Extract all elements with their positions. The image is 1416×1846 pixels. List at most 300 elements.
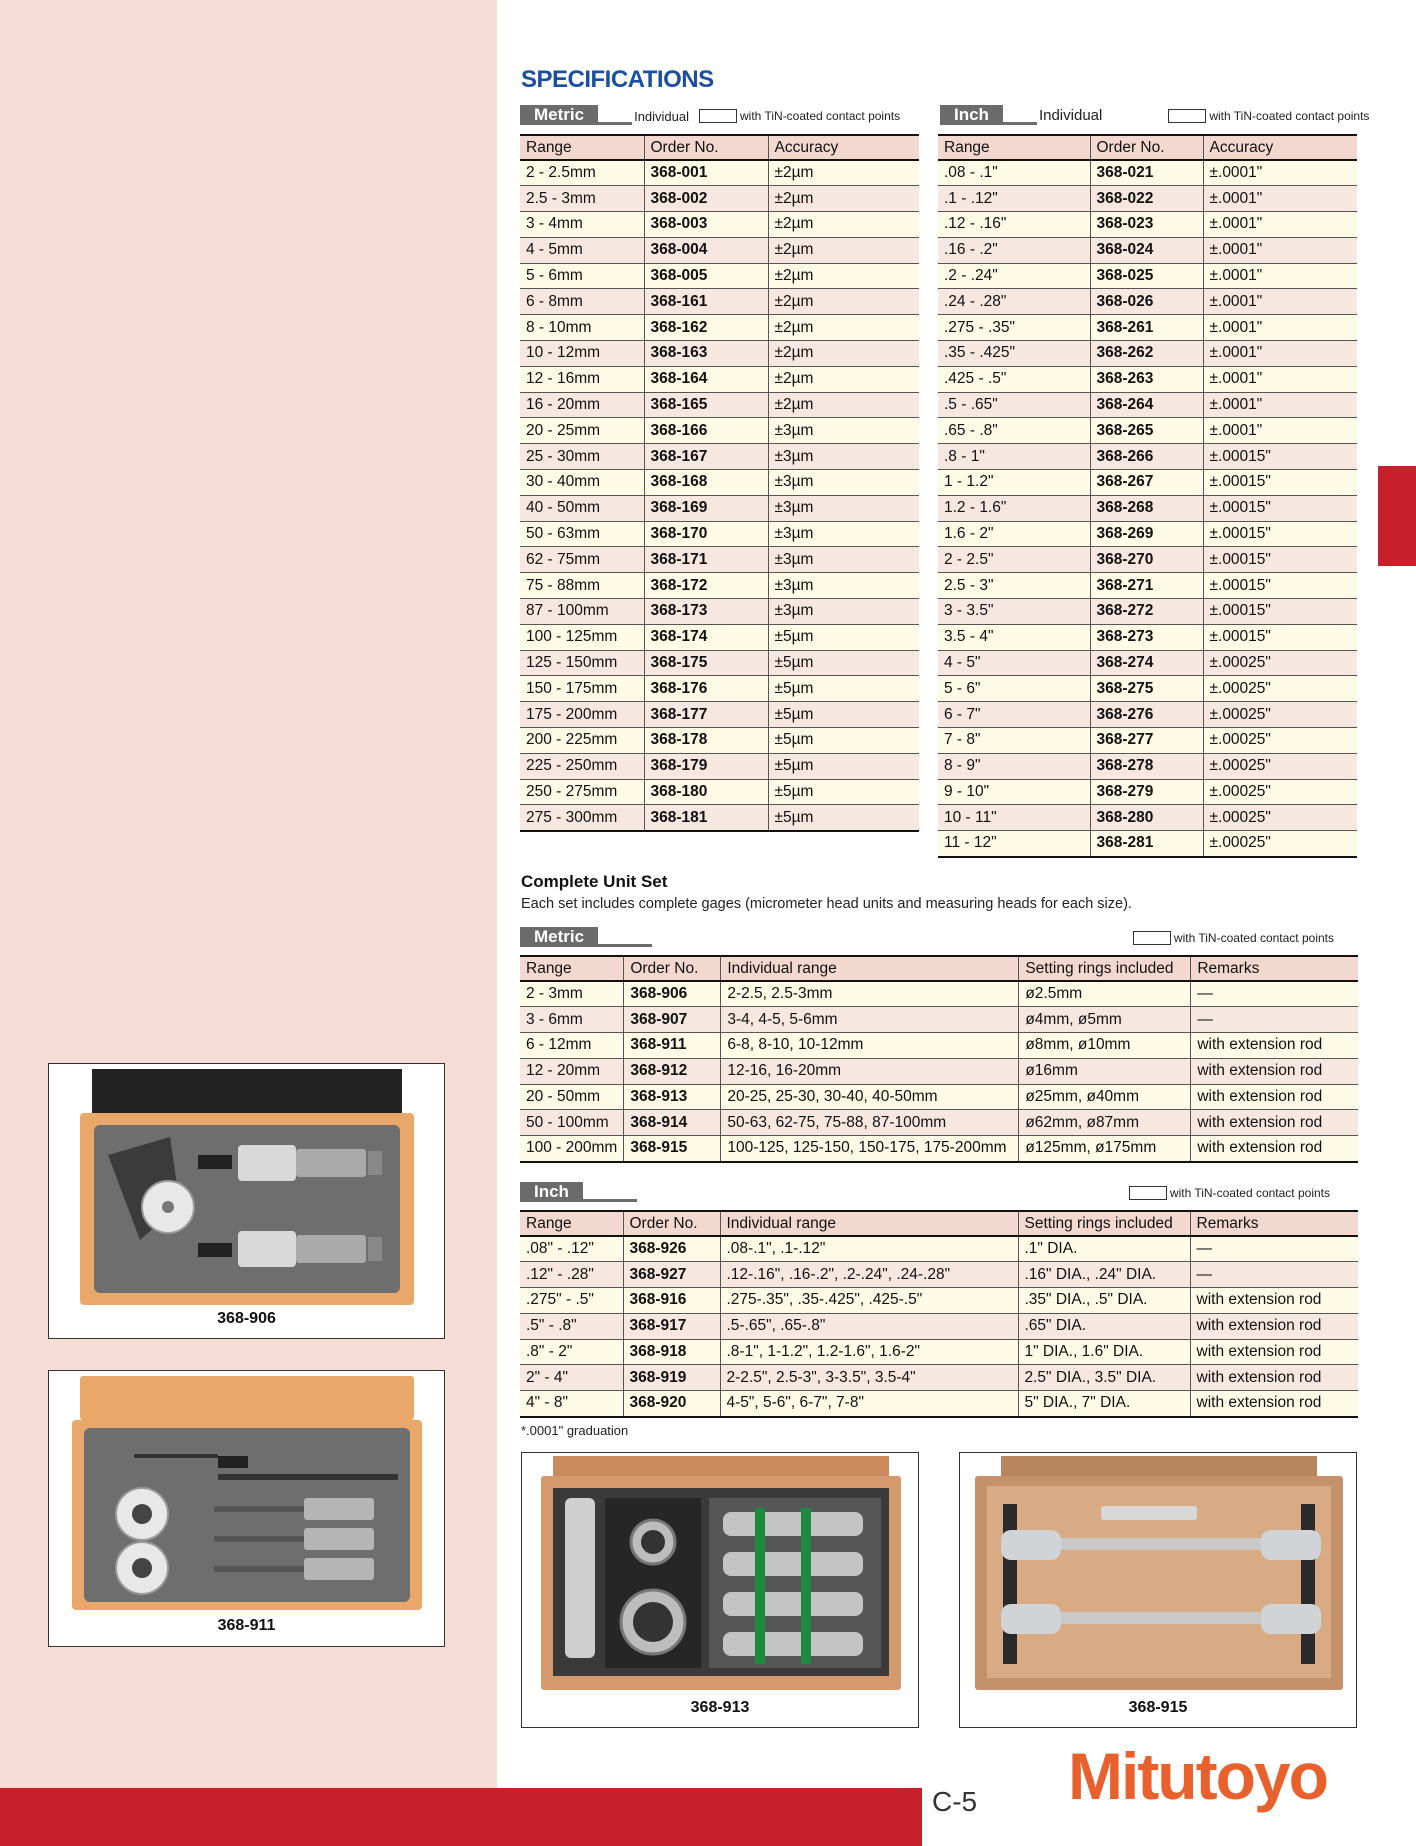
table-cell: 1 - 1.2" xyxy=(938,470,1090,496)
column-header: Range xyxy=(938,135,1090,160)
table-row xyxy=(938,753,1357,779)
table-cell: — xyxy=(1190,1262,1358,1288)
table-cell: .8" - 2" xyxy=(520,1339,623,1365)
table-cell: 3 - 6mm xyxy=(520,1007,624,1033)
table-row xyxy=(938,573,1357,599)
order-number-cell: 368-274 xyxy=(1090,650,1203,676)
table-cell: ±.00025" xyxy=(1203,753,1357,779)
table-cell: with extension rod xyxy=(1190,1365,1358,1391)
table-cell: 5 - 6" xyxy=(938,676,1090,702)
table-cell: ±.00015" xyxy=(1203,521,1357,547)
order-number-cell: 368-263 xyxy=(1090,366,1203,392)
table-row xyxy=(938,702,1357,728)
order-number-cell: 368-927 xyxy=(623,1262,720,1288)
table-cell: ±.00015" xyxy=(1203,495,1357,521)
order-number-cell: 368-164 xyxy=(644,366,768,392)
table-cell: 2 - 3mm xyxy=(520,981,624,1007)
table-row xyxy=(520,1084,1358,1110)
table-cell: 3 - 3.5" xyxy=(938,599,1090,625)
table-cell: 1" DIA., 1.6" DIA. xyxy=(1018,1339,1190,1365)
table-row xyxy=(520,599,919,625)
table-cell: .5" - .8" xyxy=(520,1313,623,1339)
order-number-cell: 368-180 xyxy=(644,779,768,805)
table-cell: .275 - .35" xyxy=(938,315,1090,341)
order-number-cell: 368-916 xyxy=(623,1288,720,1314)
table-cell: — xyxy=(1191,981,1358,1007)
table-cell: ±.00025" xyxy=(1203,676,1357,702)
table-cell: .8-1", 1-1.2", 1.2-1.6", 1.6-2" xyxy=(720,1339,1018,1365)
order-number-cell: 368-261 xyxy=(1090,315,1203,341)
table-cell: ±.0001" xyxy=(1203,289,1357,315)
table-row xyxy=(520,573,919,599)
table-cell: ±2µm xyxy=(768,341,919,367)
table-cell: .1 - .12" xyxy=(938,186,1090,212)
table-cell: ±3µm xyxy=(768,470,919,496)
order-number-cell: 368-004 xyxy=(644,237,768,263)
order-number-cell: 368-168 xyxy=(644,470,768,496)
order-number-cell: 368-165 xyxy=(644,392,768,418)
table-row xyxy=(520,263,919,289)
table-row xyxy=(938,418,1357,444)
table-cell: ±2µm xyxy=(768,289,919,315)
table-cell: 3 - 4mm xyxy=(520,212,644,238)
header-rule xyxy=(598,944,652,947)
table-cell: 20-25, 25-30, 30-40, 40-50mm xyxy=(721,1084,1019,1110)
table-row xyxy=(520,805,919,831)
table-cell: 3.5 - 4" xyxy=(938,624,1090,650)
table-cell: with extension rod xyxy=(1190,1391,1358,1417)
table-row xyxy=(938,650,1357,676)
order-number-cell: 368-025 xyxy=(1090,263,1203,289)
header-rule xyxy=(583,1199,637,1202)
table-cell: 125 - 150mm xyxy=(520,650,644,676)
order-number-cell: 368-176 xyxy=(644,676,768,702)
table-cell: .65 - .8" xyxy=(938,418,1090,444)
table-cell: 250 - 275mm xyxy=(520,779,644,805)
table-cell: ±.00025" xyxy=(1203,779,1357,805)
table-cell: ±.00015" xyxy=(1203,599,1357,625)
order-number-cell: 368-175 xyxy=(644,650,768,676)
table-cell: .16 - .2" xyxy=(938,237,1090,263)
tin-legend-text: with TiN-coated contact points xyxy=(1173,931,1334,945)
table-cell: .1" DIA. xyxy=(1018,1236,1190,1262)
table-row xyxy=(938,676,1357,702)
table-cell: 2.5" DIA., 3.5" DIA. xyxy=(1018,1365,1190,1391)
table-cell: ±3µm xyxy=(768,573,919,599)
order-number-cell: 368-005 xyxy=(644,263,768,289)
table-cell: ±.0001" xyxy=(1203,263,1357,289)
table-cell: 2 - 2.5mm xyxy=(520,160,644,186)
column-header: Setting rings included xyxy=(1018,1211,1190,1236)
table-cell: 200 - 225mm xyxy=(520,728,644,754)
metric-section-header xyxy=(520,103,900,125)
table-row xyxy=(938,805,1357,831)
order-number-cell: 368-275 xyxy=(1090,676,1203,702)
order-number-cell: 368-278 xyxy=(1090,753,1203,779)
table-cell: .275" - .5" xyxy=(520,1288,623,1314)
table-cell: ±5µm xyxy=(768,676,919,702)
order-number-cell: 368-163 xyxy=(644,341,768,367)
metric-spec-table xyxy=(520,134,919,832)
header-rule xyxy=(1003,122,1037,125)
table-row xyxy=(520,981,1358,1007)
table-row xyxy=(520,1365,1358,1391)
photo-caption: 368-906 xyxy=(217,1310,276,1327)
table-cell: with extension rod xyxy=(1190,1313,1358,1339)
table-cell: 62 - 75mm xyxy=(520,547,644,573)
order-number-cell: 368-181 xyxy=(644,805,768,831)
table-row xyxy=(938,599,1357,625)
order-number-cell: 368-264 xyxy=(1090,392,1203,418)
table-row xyxy=(520,676,919,702)
table-cell: 1.2 - 1.6" xyxy=(938,495,1090,521)
order-number-cell: 368-913 xyxy=(624,1084,721,1110)
table-cell: — xyxy=(1190,1236,1358,1262)
complete-set-title: Complete Unit Set xyxy=(521,872,668,891)
order-number-cell: 368-162 xyxy=(644,315,768,341)
table-cell: ±3µm xyxy=(768,547,919,573)
table-row xyxy=(520,392,919,418)
table-cell: .65" DIA. xyxy=(1018,1313,1190,1339)
table-cell: 6 - 8mm xyxy=(520,289,644,315)
table-cell: 175 - 200mm xyxy=(520,702,644,728)
table-cell: 275 - 300mm xyxy=(520,805,644,831)
table-cell: ±5µm xyxy=(768,624,919,650)
table-cell: with extension rod xyxy=(1191,1058,1358,1084)
table-row xyxy=(938,444,1357,470)
table-cell: 4" - 8" xyxy=(520,1391,623,1417)
table-row xyxy=(938,237,1357,263)
table-cell: 87 - 100mm xyxy=(520,599,644,625)
table-cell: ±2µm xyxy=(768,237,919,263)
table-row xyxy=(520,289,919,315)
order-number-cell: 368-281 xyxy=(1090,831,1203,857)
table-cell: 12-16, 16-20mm xyxy=(721,1058,1019,1084)
header-rule xyxy=(598,122,632,125)
table-cell: with extension rod xyxy=(1191,1084,1358,1110)
tin-legend-swatch xyxy=(699,109,737,123)
table-cell: ±.0001" xyxy=(1203,418,1357,444)
order-number-cell: 368-003 xyxy=(644,212,768,238)
table-cell: ±2µm xyxy=(768,392,919,418)
order-number-cell: 368-178 xyxy=(644,728,768,754)
brand-logo: Mitutoyo xyxy=(1068,1739,1327,1813)
table-cell: ±3µm xyxy=(768,495,919,521)
table-row xyxy=(520,624,919,650)
order-number-cell: 368-269 xyxy=(1090,521,1203,547)
photo-368-906 xyxy=(48,1063,445,1339)
column-header: Order No. xyxy=(644,135,768,160)
table-cell: 8 - 10mm xyxy=(520,315,644,341)
table-row xyxy=(520,547,919,573)
order-number-cell: 368-002 xyxy=(644,186,768,212)
table-row xyxy=(520,470,919,496)
table-cell: 4-5", 5-6", 6-7", 7-8" xyxy=(720,1391,1018,1417)
table-cell: with extension rod xyxy=(1191,1110,1358,1136)
photo-caption: 368-913 xyxy=(690,1699,750,1716)
column-header: Remarks xyxy=(1191,956,1358,981)
table-row xyxy=(520,650,919,676)
order-number-cell: 368-166 xyxy=(644,418,768,444)
table-cell: 30 - 40mm xyxy=(520,470,644,496)
order-number-cell: 368-262 xyxy=(1090,341,1203,367)
order-number-cell: 368-266 xyxy=(1090,444,1203,470)
product-photo-icon xyxy=(50,1065,444,1305)
order-number-cell: 368-265 xyxy=(1090,418,1203,444)
table-cell: 50 - 100mm xyxy=(520,1110,624,1136)
table-cell: 150 - 175mm xyxy=(520,676,644,702)
table-row xyxy=(520,1110,1358,1136)
table-cell: .35" DIA., .5" DIA. xyxy=(1018,1288,1190,1314)
table-row xyxy=(938,624,1357,650)
complete-metric-table xyxy=(520,955,1358,1163)
order-number-cell: 368-179 xyxy=(644,753,768,779)
table-cell: ±.0001" xyxy=(1203,160,1357,186)
order-number-cell: 368-177 xyxy=(644,702,768,728)
table-row xyxy=(938,470,1357,496)
table-cell: 7 - 8" xyxy=(938,728,1090,754)
table-row xyxy=(938,779,1357,805)
column-header: Range xyxy=(520,1211,623,1236)
order-number-cell: 368-915 xyxy=(624,1136,721,1162)
table-cell: .08-.1", .1-.12" xyxy=(720,1236,1018,1262)
column-header: Order No. xyxy=(624,956,721,981)
order-number-cell: 368-280 xyxy=(1090,805,1203,831)
table-cell: 4 - 5" xyxy=(938,650,1090,676)
order-number-cell: 368-273 xyxy=(1090,624,1203,650)
column-header: Remarks xyxy=(1190,1211,1358,1236)
product-photo-icon xyxy=(523,1454,918,1700)
tin-legend-text: with TiN-coated contact points xyxy=(740,109,901,123)
page-number: C-5 xyxy=(932,1786,978,1817)
column-header: Range xyxy=(520,135,644,160)
order-number-cell: 368-919 xyxy=(623,1365,720,1391)
complete-inch-table xyxy=(520,1210,1358,1418)
table-cell: 20 - 50mm xyxy=(520,1084,624,1110)
table-row xyxy=(520,702,919,728)
footer-bar xyxy=(0,1788,922,1846)
table-cell: ±.00025" xyxy=(1203,650,1357,676)
table-cell: ±.0001" xyxy=(1203,212,1357,238)
metric-tag: Metric xyxy=(520,927,598,947)
table-cell: ±.00025" xyxy=(1203,702,1357,728)
table-row xyxy=(938,160,1357,186)
column-header: Accuracy xyxy=(768,135,919,160)
table-cell: ø8mm, ø10mm xyxy=(1019,1033,1191,1059)
table-row xyxy=(520,1058,1358,1084)
table-cell: 2-2.5, 2.5-3mm xyxy=(721,981,1019,1007)
order-number-cell: 368-271 xyxy=(1090,573,1203,599)
table-row xyxy=(520,315,919,341)
table-cell: ±5µm xyxy=(768,650,919,676)
table-cell: ±3µm xyxy=(768,521,919,547)
table-cell: ±2µm xyxy=(768,263,919,289)
table-row xyxy=(520,779,919,805)
table-cell: 2.5 - 3" xyxy=(938,573,1090,599)
table-row xyxy=(938,341,1357,367)
table-cell: ø25mm, ø40mm xyxy=(1019,1084,1191,1110)
photo-caption: 368-915 xyxy=(1128,1699,1188,1716)
table-cell: ±.00015" xyxy=(1203,573,1357,599)
order-number-cell: 368-024 xyxy=(1090,237,1203,263)
table-row xyxy=(938,728,1357,754)
table-row xyxy=(520,521,919,547)
table-row xyxy=(520,237,919,263)
table-cell: ±.0001" xyxy=(1203,392,1357,418)
order-number-cell: 368-906 xyxy=(624,981,721,1007)
photo-368-915 xyxy=(959,1452,1357,1728)
order-number-cell: 368-022 xyxy=(1090,186,1203,212)
table-cell: .12" - .28" xyxy=(520,1262,623,1288)
order-number-cell: 368-911 xyxy=(624,1033,721,1059)
table-cell: 225 - 250mm xyxy=(520,753,644,779)
order-number-cell: 368-270 xyxy=(1090,547,1203,573)
table-cell: 100 - 200mm xyxy=(520,1136,624,1162)
table-row xyxy=(520,160,919,186)
table-cell: ±5µm xyxy=(768,779,919,805)
table-row xyxy=(520,1262,1358,1288)
table-cell: ±.00015" xyxy=(1203,470,1357,496)
tin-legend-text: with TiN-coated contact points xyxy=(1209,109,1370,123)
table-cell: ±2µm xyxy=(768,212,919,238)
table-cell: ±.00015" xyxy=(1203,547,1357,573)
inch-spec-table xyxy=(938,134,1357,858)
table-row xyxy=(520,1033,1358,1059)
table-cell: 3-4, 4-5, 5-6mm xyxy=(721,1007,1019,1033)
product-photo-icon xyxy=(961,1454,1356,1700)
table-cell: .08 - .1" xyxy=(938,160,1090,186)
table-cell: .5-.65", .65-.8" xyxy=(720,1313,1018,1339)
table-row xyxy=(938,547,1357,573)
table-cell: 100 - 125mm xyxy=(520,624,644,650)
graduation-note: *.0001" graduation xyxy=(521,1423,629,1438)
column-header: Individual range xyxy=(720,1211,1018,1236)
table-row xyxy=(520,1313,1358,1339)
order-number-cell: 368-267 xyxy=(1090,470,1203,496)
order-number-cell: 368-174 xyxy=(644,624,768,650)
table-cell: ±.00025" xyxy=(1203,728,1357,754)
table-cell: ±3µm xyxy=(768,599,919,625)
table-cell: .08" - .12" xyxy=(520,1236,623,1262)
photo-368-913 xyxy=(521,1452,919,1728)
table-cell: ø2.5mm xyxy=(1019,981,1191,1007)
table-row xyxy=(520,1288,1358,1314)
table-row xyxy=(938,366,1357,392)
table-cell: 2.5 - 3mm xyxy=(520,186,644,212)
order-number-cell: 368-920 xyxy=(623,1391,720,1417)
table-cell: 8 - 9" xyxy=(938,753,1090,779)
tin-legend-swatch xyxy=(1133,931,1171,945)
table-cell: ø16mm xyxy=(1019,1058,1191,1084)
table-row xyxy=(938,495,1357,521)
order-number-cell: 368-021 xyxy=(1090,160,1203,186)
table-row xyxy=(520,495,919,521)
table-cell: ±.0001" xyxy=(1203,366,1357,392)
table-cell: ±.00025" xyxy=(1203,805,1357,831)
table-row xyxy=(938,831,1357,857)
individual-label: Individual xyxy=(1038,107,1103,124)
table-cell: 1.6 - 2" xyxy=(938,521,1090,547)
table-cell: 6 - 12mm xyxy=(520,1033,624,1059)
photo-caption: 368-911 xyxy=(217,1617,276,1634)
table-row xyxy=(520,186,919,212)
table-cell: .12 - .16" xyxy=(938,212,1090,238)
order-number-cell: 368-926 xyxy=(623,1236,720,1262)
table-cell: 2" - 4" xyxy=(520,1365,623,1391)
order-number-cell: 368-001 xyxy=(644,160,768,186)
order-number-cell: 368-277 xyxy=(1090,728,1203,754)
table-cell: 10 - 12mm xyxy=(520,341,644,367)
table-cell: 75 - 88mm xyxy=(520,573,644,599)
table-cell: ±.0001" xyxy=(1203,341,1357,367)
table-cell: .275-.35", .35-.425", .425-.5" xyxy=(720,1288,1018,1314)
order-number-cell: 368-173 xyxy=(644,599,768,625)
table-cell: ±.0001" xyxy=(1203,315,1357,341)
table-cell: 10 - 11" xyxy=(938,805,1090,831)
table-cell: ±2µm xyxy=(768,315,919,341)
photo-368-911 xyxy=(48,1370,445,1647)
complete-set-description: Each set includes complete gages (micrometer head units and measuring heads for each size). xyxy=(521,896,1132,912)
order-number-cell: 368-917 xyxy=(623,1313,720,1339)
table-cell: 12 - 16mm xyxy=(520,366,644,392)
table-cell: ±2µm xyxy=(768,366,919,392)
table-cell: ø125mm, ø175mm xyxy=(1019,1136,1191,1162)
table-cell: ±3µm xyxy=(768,418,919,444)
order-number-cell: 368-914 xyxy=(624,1110,721,1136)
complete-inch-header xyxy=(520,1180,1358,1202)
table-cell: ±.0001" xyxy=(1203,186,1357,212)
table-cell: ±5µm xyxy=(768,702,919,728)
table-cell: .24 - .28" xyxy=(938,289,1090,315)
table-row xyxy=(520,728,919,754)
table-row xyxy=(520,418,919,444)
inch-section-header xyxy=(940,103,1369,125)
table-cell: 5 - 6mm xyxy=(520,263,644,289)
table-row xyxy=(938,186,1357,212)
table-cell: .35 - .425" xyxy=(938,341,1090,367)
individual-label: Individual xyxy=(634,109,690,124)
table-cell: 100-125, 125-150, 150-175, 175-200mm xyxy=(721,1136,1019,1162)
table-row xyxy=(938,521,1357,547)
table-row xyxy=(520,444,919,470)
table-cell: with extension rod xyxy=(1191,1136,1358,1162)
complete-metric-header xyxy=(520,925,1358,947)
table-row xyxy=(938,263,1357,289)
table-cell: .8 - 1" xyxy=(938,444,1090,470)
table-row xyxy=(938,212,1357,238)
table-row xyxy=(520,341,919,367)
order-number-cell: 368-167 xyxy=(644,444,768,470)
column-header: Order No. xyxy=(623,1211,720,1236)
table-cell: .425 - .5" xyxy=(938,366,1090,392)
table-row xyxy=(938,392,1357,418)
order-number-cell: 368-279 xyxy=(1090,779,1203,805)
table-row xyxy=(520,1339,1358,1365)
inch-tag: Inch xyxy=(520,1182,583,1202)
table-cell: with extension rod xyxy=(1191,1033,1358,1059)
table-cell: ±.0001" xyxy=(1203,237,1357,263)
table-cell: .2 - .24" xyxy=(938,263,1090,289)
table-cell: ±5µm xyxy=(768,805,919,831)
table-cell: ±2µm xyxy=(768,186,919,212)
inch-tag: Inch xyxy=(940,105,1003,125)
table-cell: 20 - 25mm xyxy=(520,418,644,444)
table-cell: 2 - 2.5" xyxy=(938,547,1090,573)
table-cell: .5 - .65" xyxy=(938,392,1090,418)
table-cell: ±3µm xyxy=(768,444,919,470)
table-cell: with extension rod xyxy=(1190,1339,1358,1365)
column-header: Order No. xyxy=(1090,135,1203,160)
